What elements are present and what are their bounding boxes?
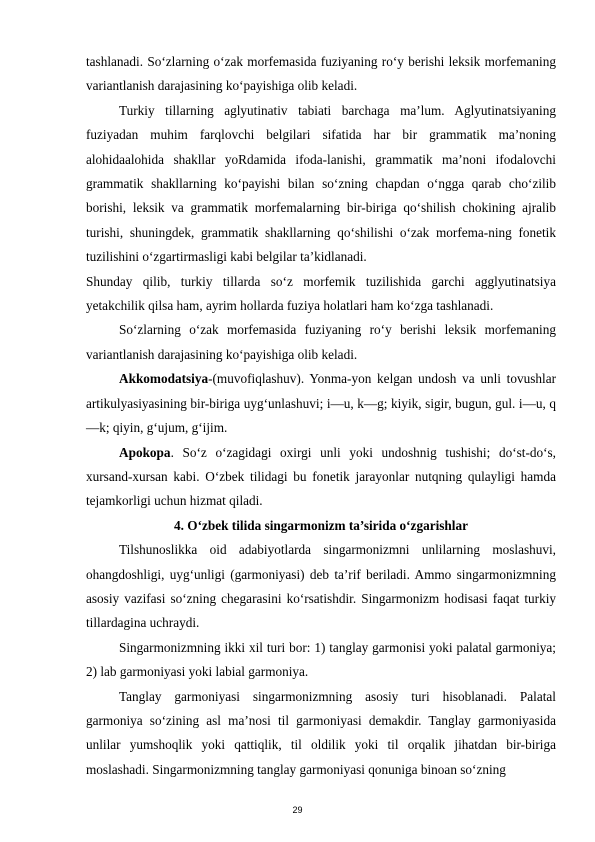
paragraph-singarmonizm-types: Singarmonizmning ikki xil turi bor: 1) tanglay garmonisi yoki palatal garmoniya; 2) lab garmoniyasi yoki labial garmoniya. — [86, 639, 556, 680]
page-number: 29 — [292, 805, 303, 815]
paragraph-tanglay-garmoniyasi: Tanglay garmoniyasi singarmonizmning asosiy turi hisoblanadi. Palatal garmoniya so‘zining asl ma’nosi til garmoniyasi demakdir. Tanglay garmoniyasida unlilar yumshoqlik yoki qattiqlik, til oldilik yoki til orqalik jihatdan bir-biriga moslashadi. Singarmonizmning tanglay garmoniyasi qonuniga binoan so‘zning — [86, 688, 556, 777]
definition-akkomodatsiya: -(muvofiqlashuv). Yonma-yon kelgan undosh va unli tovushlar artikulyasiyasining bir-biriga uyg‘unlashuvi; i—u, k—g; kiyik, sigir, bugun, gul. i—u, q —k; qiyin, g‘ujum, g‘ijim. — [86, 371, 556, 436]
page-body — [86, 50, 556, 782]
section-heading: 4. O‘zbek tilida singarmonizm ta’sirida o‘zgarishlar — [174, 517, 468, 533]
term-apokopa: Apokopa — [119, 444, 171, 460]
paragraph-apokopa — [86, 441, 556, 514]
paragraph-fuziya: So‘zlarning o‘zak morfemasida fuziyaning ro‘y berishi leksik morfemaning variantlanish darajasining ko‘payishiga olib keladi. — [86, 322, 556, 362]
definition-apokopa: . So‘z o‘zagidagi oxirgi unli yoki undoshnig tushishi; do‘st-do‘s, xursand-xursan kabi. O‘zbek tilidagi bu fonetik jarayonlar nutqning qulayligi hamda tejamkorligi uchun hizmat qiladi. — [86, 444, 556, 509]
paragraph-singarmonizm-definition: Tilshunoslikka oid adabiyotlarda singarmonizmni unlilarning moslashuvi, ohangdoshligi, uyg‘unligi (garmoniyasi) deb ta’rif beriladi. Ammo singarmonizmning asosiy vazifasi so‘zning chegarasini ko‘rsatishdir. Singarmonizm hodisasi faqat turkiy tillardagina uchraydi. — [86, 542, 556, 631]
paragraph-aglyutinativ: Turkiy tillarning aglyutinativ tabiati barchaga ma’lum. Aglyutinatsiyaning fuziyadan muhim farqlovchi belgilari sifatida har bir grammatik ma’noning alohidaalohida shakllar yoRdamida ifoda-lanishi, grammatik ma’noni ifodalovchi grammatik shakllarning ko‘payishi bilan so‘zning chapdan o‘ngga qarab cho‘zilib borishi, leksik va grammatik morfemalarning bir-biriga qo‘shilish chokining ajralib turishi, shuningdek, grammatik shakllarning qo‘shilishi o‘zak morfema-ning fonetik tuzilishini o‘zgartirmasligi kabi belgilar ta’kidlanadi. — [86, 102, 556, 265]
paragraph-akkomodatsiya — [86, 367, 556, 440]
paragraph-summary: Shunday qilib, turkiy tillarda so‘z morfemik tuzilishida garchi agglyutinatsiya yetakchilik qilsa ham, ayrim hollarda fuziya holatlari ham ko‘zga tashlanadi. — [86, 273, 556, 314]
term-akkomodatsiya: Akkomodatsiya — [119, 371, 209, 387]
paragraph-continuation: tashlanadi. So‘zlarning o‘zak morfemasida fuziyaning ro‘y berishi leksik morfemaning variantlanish darajasining ko‘payishiga olib keladi. — [86, 54, 556, 94]
